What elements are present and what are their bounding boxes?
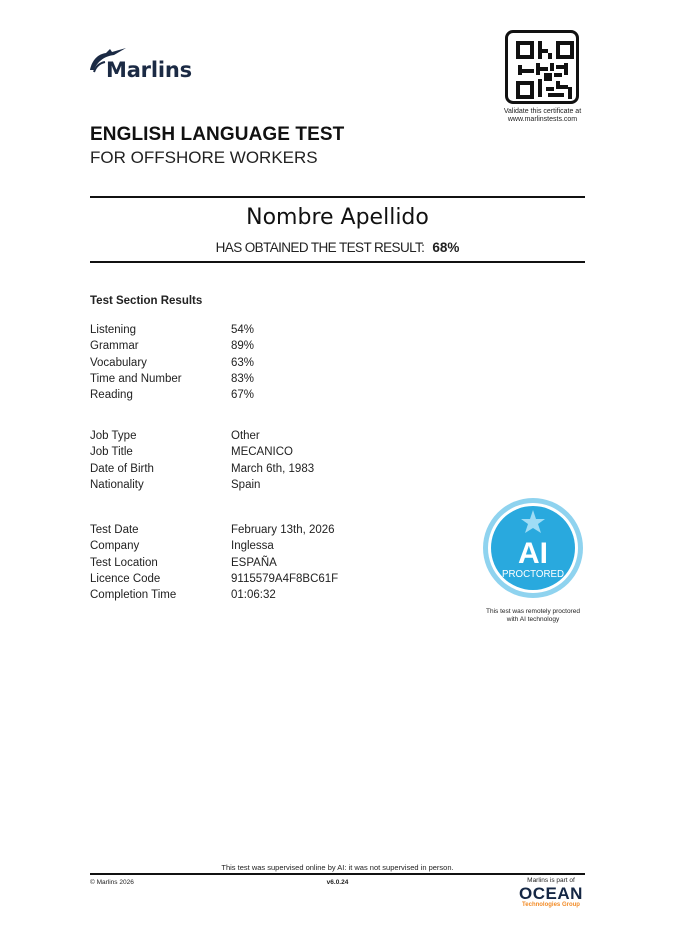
test-info-value: ESPAÑA <box>231 556 277 569</box>
divider-top <box>90 196 585 198</box>
test-info-value: Inglessa <box>231 540 274 553</box>
test-info-row <box>90 522 338 538</box>
test-info-row <box>90 538 338 554</box>
test-info-label: Licence Code <box>90 572 161 585</box>
copyright: © Marlins 2026 <box>90 879 134 886</box>
marlins-logo <box>88 44 218 84</box>
section-score: 89% <box>231 340 255 353</box>
qr-caption <box>495 108 590 124</box>
ai-proctored-badge <box>482 497 584 599</box>
profile-label: Job Title <box>90 446 133 459</box>
badge-ai-text: AI <box>518 537 548 570</box>
qr-caption-line1: Validate this certificate at <box>503 108 582 115</box>
qr-caption-url[interactable]: www.marlinstests.com <box>507 116 578 123</box>
section-results-list <box>90 322 254 403</box>
candidate-name: Nombre Apellido <box>246 205 429 230</box>
brand-name: Marlins <box>106 58 192 82</box>
badge-caption <box>470 608 596 624</box>
result-value: 68% <box>432 240 460 255</box>
section-label: Reading <box>90 389 133 402</box>
profile-row <box>90 477 314 493</box>
test-info-row <box>90 587 338 603</box>
section-score: 63% <box>231 356 255 369</box>
section-row <box>90 387 254 403</box>
profile-label: Nationality <box>90 478 144 491</box>
test-info-list <box>90 522 338 603</box>
test-info-value: 01:06:32 <box>231 589 276 602</box>
badge-caption-line2: with AI technology <box>506 616 560 623</box>
result-label: HAS OBTAINED THE TEST RESULT: <box>215 240 425 255</box>
section-row <box>90 355 254 371</box>
profile-label: Date of Birth <box>90 462 154 475</box>
section-row <box>90 371 254 387</box>
ocean-technologies-logo <box>515 877 587 909</box>
section-row <box>90 338 254 354</box>
section-label: Time and Number <box>90 372 182 385</box>
partner-subtext: Technologies Group <box>522 902 580 908</box>
certificate-subtitle: FOR OFFSHORE WORKERS <box>90 148 318 167</box>
section-score: 54% <box>231 324 255 336</box>
profile-row <box>90 461 314 477</box>
test-info-label: Test Date <box>90 524 139 536</box>
section-score: 67% <box>231 389 255 402</box>
qr-code-icon <box>514 39 576 101</box>
divider-bottom <box>90 261 585 263</box>
section-results-title: Test Section Results <box>90 295 203 307</box>
validation-qr-code[interactable] <box>505 30 579 104</box>
profile-label: Job Type <box>90 430 137 442</box>
profile-row <box>90 444 314 460</box>
ai-badge-icon <box>482 497 584 599</box>
test-info-label: Test Location <box>90 556 158 569</box>
profile-value: March 6th, 1983 <box>231 462 315 475</box>
version: v6.0.24 <box>326 879 349 886</box>
section-row <box>90 322 254 338</box>
badge-caption-line1: This test was remotely proctored <box>486 608 580 615</box>
test-info-value: 9115579A4F8BC61F <box>231 572 339 585</box>
section-label: Listening <box>90 324 137 336</box>
partner-pretext: Marlins is part of <box>527 877 575 884</box>
profile-value: Spain <box>231 478 261 491</box>
profile-list <box>90 428 314 493</box>
test-info-row <box>90 571 338 587</box>
test-info-row <box>90 555 338 571</box>
partner-name: OCEAN <box>519 884 583 903</box>
profile-value: MECANICO <box>231 446 293 459</box>
certificate-title: ENGLISH LANGUAGE TEST <box>90 124 345 145</box>
footer-divider <box>90 873 585 875</box>
profile-value: Other <box>231 430 260 442</box>
test-info-value: February 13th, 2026 <box>231 524 335 536</box>
profile-row <box>90 428 314 444</box>
test-info-label: Company <box>90 540 140 553</box>
badge-proctored-text: PROCTORED <box>502 569 564 580</box>
section-label: Vocabulary <box>90 356 147 369</box>
section-score: 83% <box>231 372 255 385</box>
supervision-note: This test was supervised online by AI: it was not supervised in person. <box>221 863 454 872</box>
test-info-label: Completion Time <box>90 589 177 602</box>
overall-result <box>90 240 585 255</box>
section-label: Grammar <box>90 340 139 353</box>
